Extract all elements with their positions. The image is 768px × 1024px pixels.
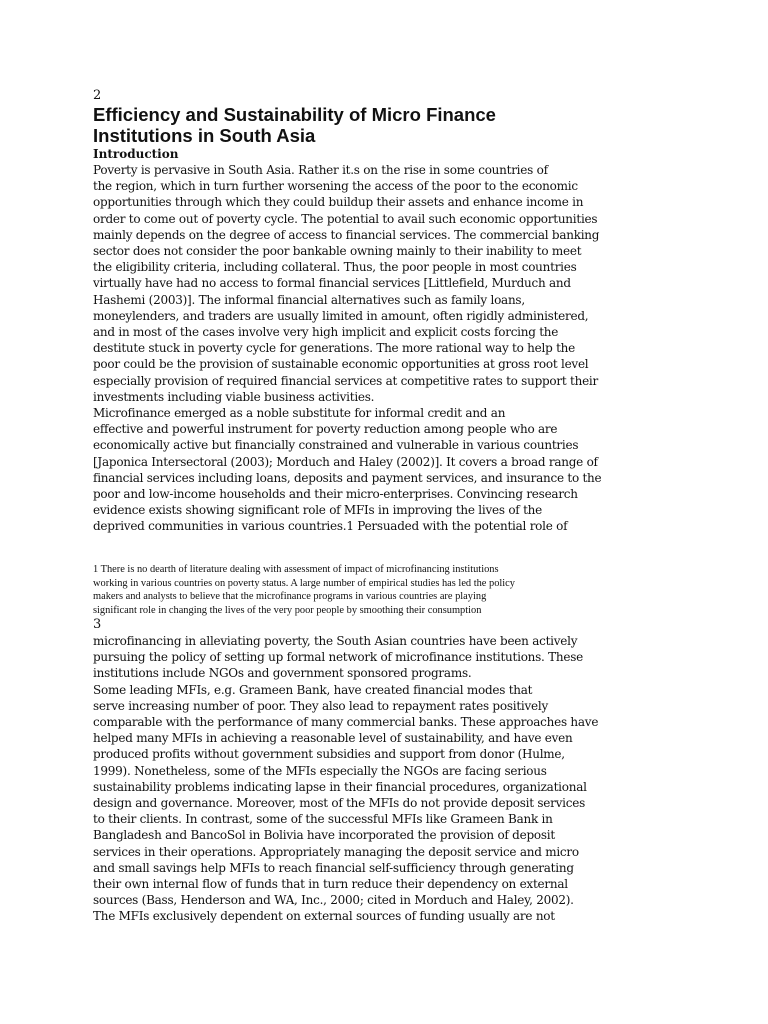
page-number-3: 3 xyxy=(93,617,102,632)
title-line: Efficiency and Sustainability of Micro Finance xyxy=(93,104,496,125)
text-line: The MFIs exclusively dependent on external sources of funding usually are not xyxy=(93,909,555,924)
text-line: investments including viable business activities. xyxy=(93,389,375,404)
text-line: mainly depends on the degree of access to financial services. The commercial banking xyxy=(93,227,600,242)
text-line: produced profits without government subsidies and support from donor (Hulme, xyxy=(93,747,565,762)
text-line: design and governance. Moreover, most of the MFIs do not provide deposit services xyxy=(93,796,585,811)
text-line: to their clients. In contrast, some of the successful MFIs like Grameen Bank in xyxy=(93,812,553,827)
text-line: Bangladesh and BancoSol in Bolivia have incorporated the provision of deposit xyxy=(93,828,555,843)
text-line: sustainability problems indicating lapse in their financial procedures, organizational xyxy=(93,779,587,794)
document-title xyxy=(93,104,653,146)
text-line: their own internal flow of funds that in turn reduce their dependency on external xyxy=(93,877,568,892)
text-line: poor could be the provision of sustainable economic opportunities at gross root level xyxy=(93,357,589,372)
text-line: especially provision of required financial services at competitive rates to support their xyxy=(93,373,598,388)
text-line: deprived communities in various countries.1 Persuaded with the potential role of xyxy=(93,519,568,534)
introduction-text xyxy=(93,162,613,535)
text-line: and small savings help MFIs to reach financial self-sufficiency through generating xyxy=(93,860,574,875)
text-line: the region, which in turn further worsening the access of the poor to the economic xyxy=(93,179,578,194)
section-heading-introduction: Introduction xyxy=(93,147,179,161)
text-line: Hashemi (2003)]. The informal financial alternatives such as family loans, xyxy=(93,292,525,307)
footnote-line: 1 There is no dearth of literature dealing with assessment of impact of microfinancing institutions xyxy=(93,564,499,575)
text-line: microfinancing in alleviating poverty, the South Asian countries have been actively xyxy=(93,634,578,648)
text-line: sector does not consider the poor bankable owning mainly to their inability to meet xyxy=(93,244,582,259)
text-line: order to come out of poverty cycle. The potential to avail such economic opportunities xyxy=(93,211,598,226)
footnote-line: significant role in changing the lives of the very poor people by smoothing their consumption xyxy=(93,604,482,616)
text-line: helped many MFIs in achieving a reasonable level of sustainability, and have even xyxy=(93,731,573,746)
text-line: [Japonica Intersectoral (2003); Morduch and Haley (2002)]. It covers a broad range of xyxy=(93,454,598,469)
text-line: moneylenders, and traders are usually limited in amount, often rigidly administered, xyxy=(93,308,589,323)
text-line: 1999). Nonetheless, some of the MFIs especially the NGOs are facing serious xyxy=(93,763,547,778)
text-line: destitute stuck in poverty cycle for generations. The more rational way to help the xyxy=(93,341,575,356)
footnote xyxy=(93,563,613,617)
text-line: effective and powerful instrument for poverty reduction among people who are xyxy=(93,422,558,437)
text-line: Microfinance emerged as a noble substitute for informal credit and an xyxy=(93,406,506,421)
page-number-2: 2 xyxy=(93,88,102,103)
continuation-text xyxy=(93,633,613,925)
text-line: Some leading MFIs, e.g. Grameen Bank, have created financial modes that xyxy=(93,682,533,697)
text-line: economically active but financially constrained and vulnerable in various countries xyxy=(93,438,579,453)
text-line: services in their operations. Appropriately managing the deposit service and micro xyxy=(93,844,579,859)
text-line: institutions include NGOs and government sponsored programs. xyxy=(93,666,472,681)
text-line: evidence exists showing significant role of MFIs in improving the lives of the xyxy=(93,503,542,518)
text-line: pursuing the policy of setting up formal network of microfinance institutions. These xyxy=(93,650,584,665)
text-line: sources (Bass, Henderson and WA, Inc., 2000; cited in Morduch and Haley, 2002). xyxy=(93,893,574,908)
footnote-line: working in various countries on poverty status. A large number of empirical studies has led the policy xyxy=(93,577,515,589)
text-line: the eligibility criteria, including collateral. Thus, the poor people in most countries xyxy=(93,260,577,275)
text-line: financial services including loans, deposits and payment services, and insurance to the xyxy=(93,470,602,485)
text-line: virtually have had no access to formal financial services [Littlefield, Murduch and xyxy=(93,276,571,291)
footnote-line: makers and analysts to believe that the microfinance programs in various countries are playing xyxy=(93,591,487,602)
text-line: Poverty is pervasive in South Asia. Rather it.s on the rise in some countries of xyxy=(93,163,548,177)
text-line: poor and low-income households and their micro-enterprises. Convincing research xyxy=(93,487,578,502)
title-line: Institutions in South Asia xyxy=(93,125,316,146)
text-line: opportunities through which they could buildup their assets and enhance income in xyxy=(93,195,584,210)
text-line: serve increasing number of poor. They also lead to repayment rates positively xyxy=(93,698,548,713)
text-line: comparable with the performance of many commercial banks. These approaches have xyxy=(93,715,599,730)
text-line: and in most of the cases involve very high implicit and explicit costs forcing the xyxy=(93,325,559,340)
